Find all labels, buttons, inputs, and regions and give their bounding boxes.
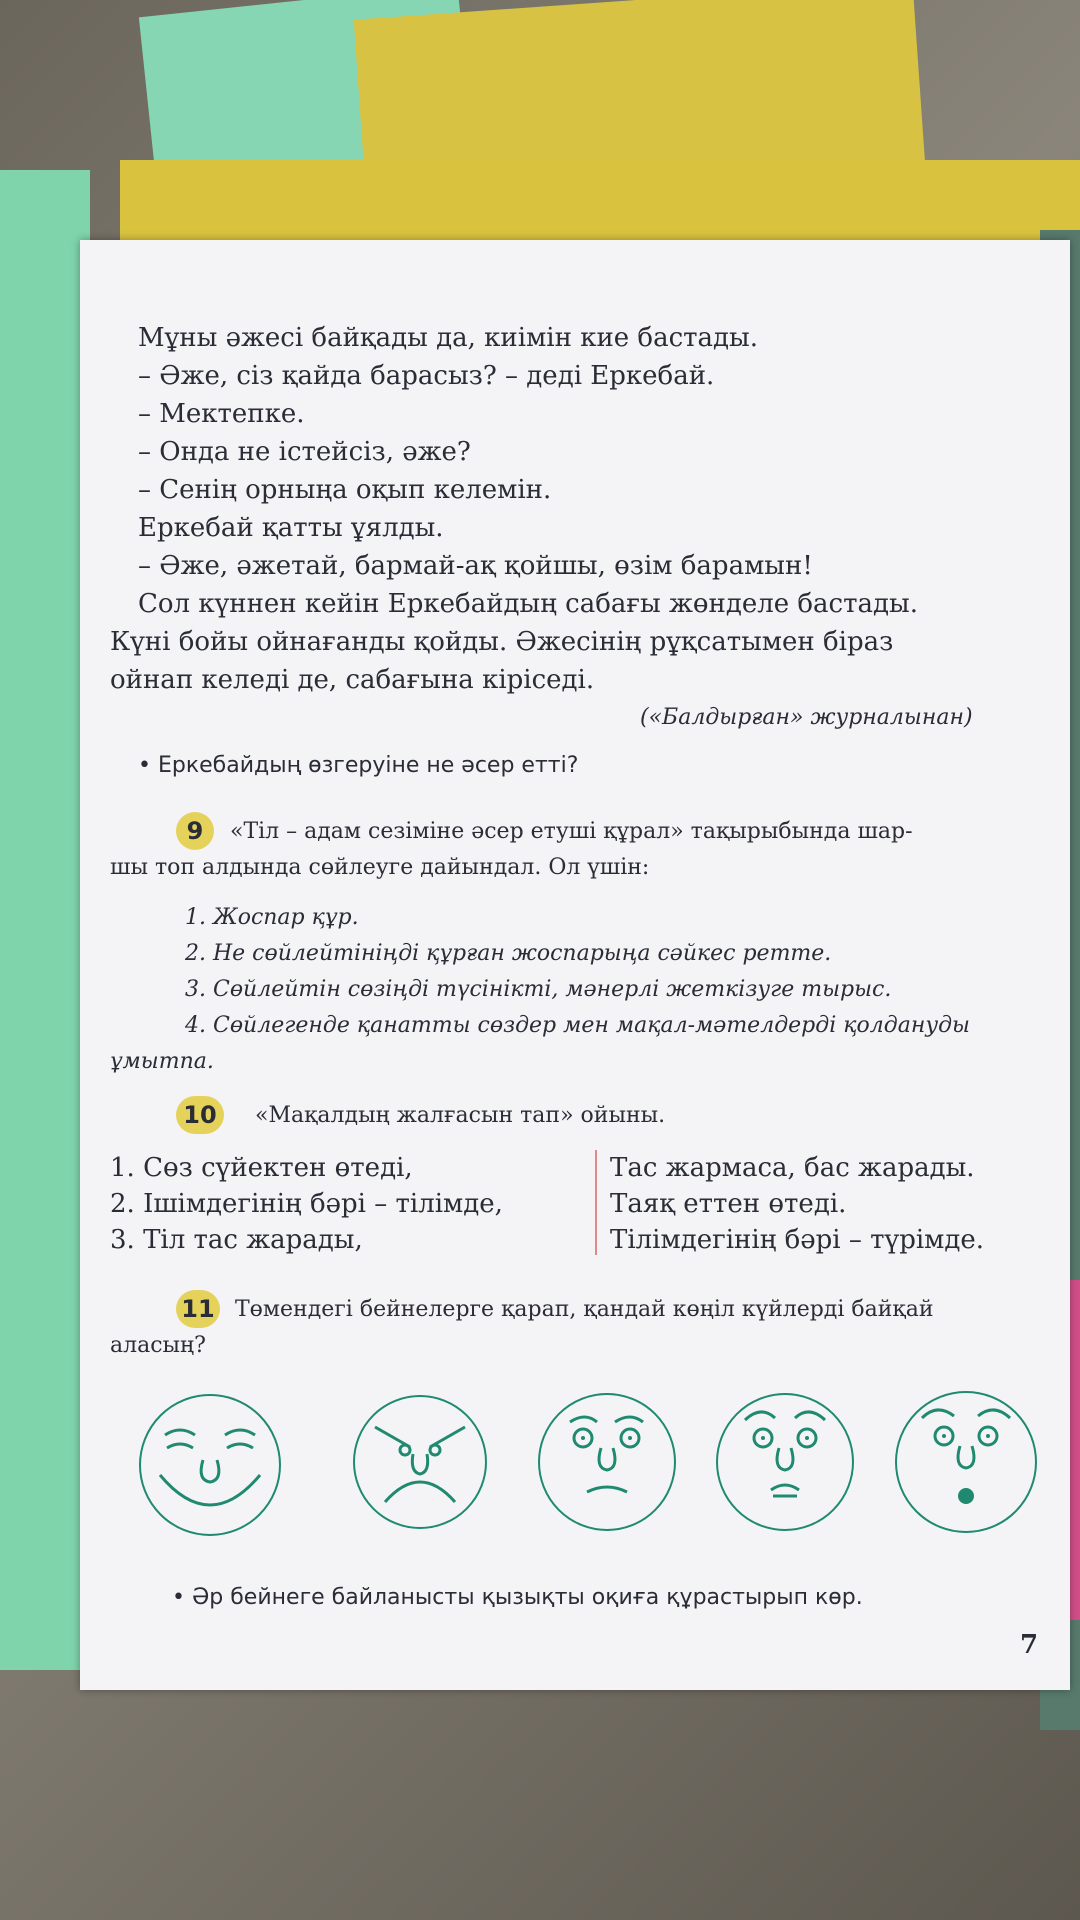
task-9-item: 4. Сөйлегенде қанатты сөздер мен мақал-мәтелдерді қолдануды — [185, 1013, 970, 1038]
proverb-end: Тілімдегінің бәрі – түрімде. — [610, 1225, 985, 1255]
surprised-face-icon — [892, 1388, 1040, 1536]
story-line: – Мектепке. — [138, 399, 305, 429]
page-number: 7 — [1020, 1630, 1039, 1660]
task-9-item: 3. Сөйлейтін сөзіңді түсінікті, мәнерлі жеткізуге тырыс. — [185, 977, 892, 1002]
question-1: • Еркебайдың өзгеруіне не әсер етті? — [138, 753, 579, 778]
angry-face-icon — [350, 1392, 490, 1532]
task-9-item: 1. Жоспар құр. — [185, 905, 359, 930]
task-11-badge: 11 — [176, 1290, 220, 1328]
task-10-badge: 10 — [176, 1096, 224, 1134]
story-line: – Онда не істейсіз, әже? — [138, 437, 471, 467]
task-11-line-1: Төмендегі бейнелерге қарап, қандай көңіл күйлерді байқай — [235, 1297, 934, 1322]
story-line: Мұны әжесі байқады да, киімін кие бастады. — [138, 323, 759, 353]
story-line: – Әже, сіз қайда барасыз? – деді Еркебай. — [138, 361, 715, 391]
green-cover-edge — [0, 170, 90, 1670]
column-divider — [595, 1150, 597, 1255]
proverb-start: 2. Ішімдегінің бәрі – тілімде, — [110, 1189, 503, 1219]
happy-face-icon — [135, 1390, 285, 1540]
proverb-end: Тас жармаса, бас жарады. — [610, 1153, 975, 1183]
story-line: Еркебай қатты ұялды. — [138, 513, 444, 543]
proverb-start: 1. Сөз сүйектен өтеді, — [110, 1153, 413, 1183]
story-line: ойнап келеді де, сабағына кіріседі. — [110, 665, 595, 695]
task-9-item-tail: ұмытпа. — [110, 1049, 214, 1074]
story-line: – Әже, әжетай, бармай-ақ қойшы, өзім барамын! — [138, 551, 813, 581]
story-line: – Сенің орныңа оқып келемін. — [138, 475, 552, 505]
proverb-end: Таяқ еттен өтеді. — [610, 1189, 847, 1219]
task-11-line-2: аласың? — [110, 1333, 206, 1358]
story-line: Сол күннен кейін Еркебайдың сабағы жөнделе бастады. — [138, 589, 918, 619]
question-2: • Әр бейнеге байланысты қызықты оқиға құрастырып көр. — [172, 1585, 863, 1610]
story-line: Күні бойы ойнағанды қойды. Әжесінің рұқсатымен біраз — [110, 627, 894, 657]
sad-face-icon — [535, 1390, 679, 1534]
task-9-badge: 9 — [176, 812, 214, 850]
task-9-item: 2. Не сөйлейтініңді құрған жоспарыңа сәйкес ретте. — [185, 941, 832, 966]
task-9-line-2: шы топ алдында сөйлеуге дайындал. Ол үшін: — [110, 855, 650, 880]
proverb-start: 3. Тіл тас жарады, — [110, 1225, 363, 1255]
worried-face-icon — [713, 1390, 857, 1534]
task-9-line-1: «Тіл – адам сезіміне әсер етуші құрал» тақырыбында шар- — [230, 819, 913, 844]
source-citation: («Балдырған» журналынан) — [640, 705, 973, 730]
yellow-cover-edge — [120, 160, 1080, 250]
task-10-title: «Мақалдың жалғасын тап» ойыны. — [255, 1103, 666, 1128]
textbook-page — [80, 240, 1070, 1690]
